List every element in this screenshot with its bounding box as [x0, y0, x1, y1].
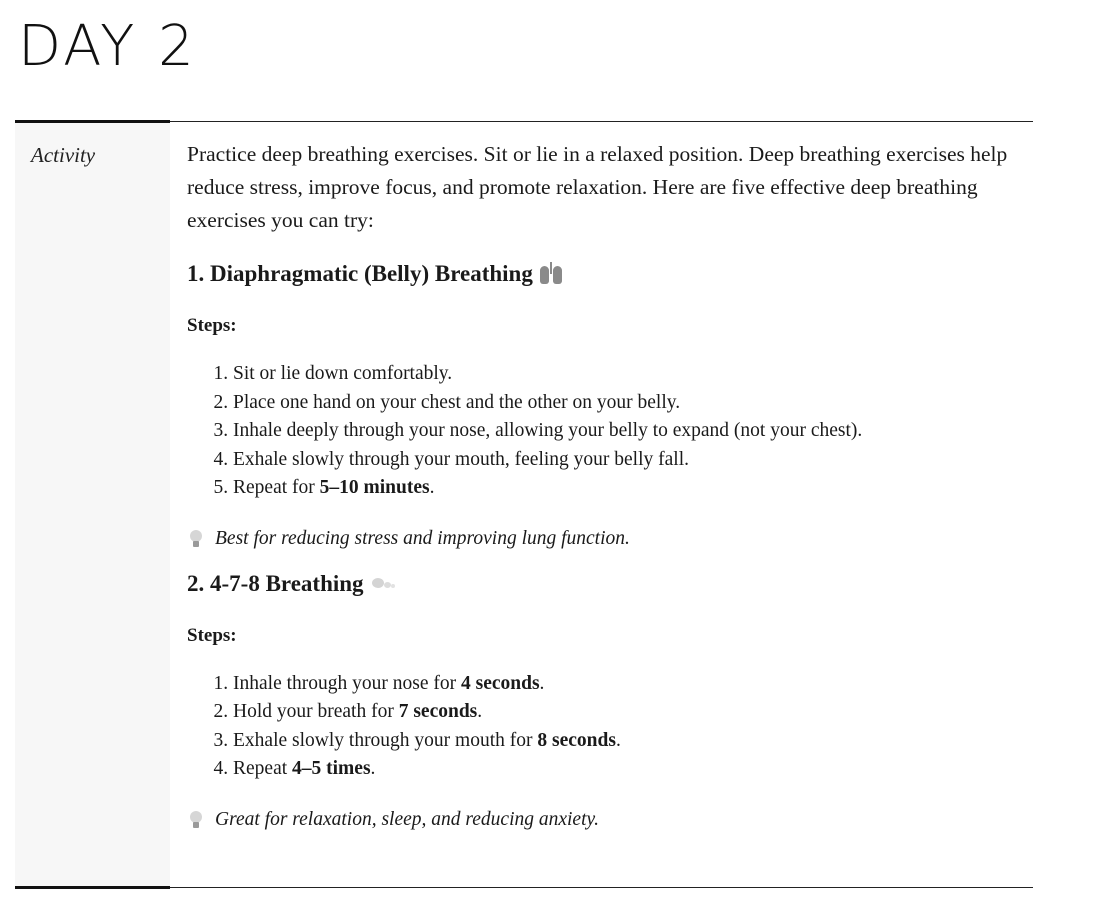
list-item: 4. Repeat 4–5 times.	[233, 755, 1017, 784]
lightbulb-icon	[189, 529, 203, 549]
wind-icon	[370, 576, 396, 592]
intro-paragraph: Practice deep breathing exercises. Sit or lie in a relaxed position. Deep breathing exercises help reduce stress, improve focus, and promote relaxation. Here are five effective deep breathing exercises you can try:	[187, 142, 1008, 232]
tip	[187, 806, 1017, 834]
list-item: 3. Exhale slowly through your mouth for 8 seconds.	[233, 727, 1017, 756]
list-item: 1. Inhale through your nose for 4 seconds.	[233, 670, 1017, 699]
tip-text: Great for relaxation, sleep, and reducing anxiety.	[215, 808, 599, 830]
steps-label: Steps:	[187, 315, 237, 336]
tip-text: Best for reducing stress and improving lung function.	[215, 527, 630, 549]
list-item: 2. Place one hand on your chest and the other on your belly.	[233, 389, 1017, 418]
steps-list	[187, 670, 1017, 784]
steps-list	[187, 360, 1017, 503]
list-item: 1. Sit or lie down comfortably.	[233, 360, 1017, 389]
list-item: 3. Inhale deeply through your nose, allowing your belly to expand (not your chest).	[233, 417, 1017, 446]
section-title	[187, 257, 1017, 291]
section-title	[187, 567, 1017, 601]
activity-content	[187, 138, 1017, 834]
lungs-icon	[539, 262, 563, 286]
tip	[187, 525, 1017, 553]
list-item: 2. Hold your breath for 7 seconds.	[233, 698, 1017, 727]
section-title-text: 1. Diaphragmatic (Belly) Breathing	[187, 261, 533, 286]
page-title: DAY 2	[18, 14, 197, 79]
section-title-text: 2. 4-7-8 Breathing	[187, 570, 364, 596]
list-item: 4. Exhale slowly through your mouth, feeling your belly fall.	[233, 446, 1017, 475]
lightbulb-icon	[189, 810, 203, 830]
row-label: Activity	[31, 143, 96, 167]
label-column	[15, 120, 170, 889]
activity-table	[15, 121, 1033, 888]
steps-label: Steps:	[187, 624, 237, 646]
list-item: 5. Repeat for 5–10 minutes.	[233, 474, 1017, 503]
